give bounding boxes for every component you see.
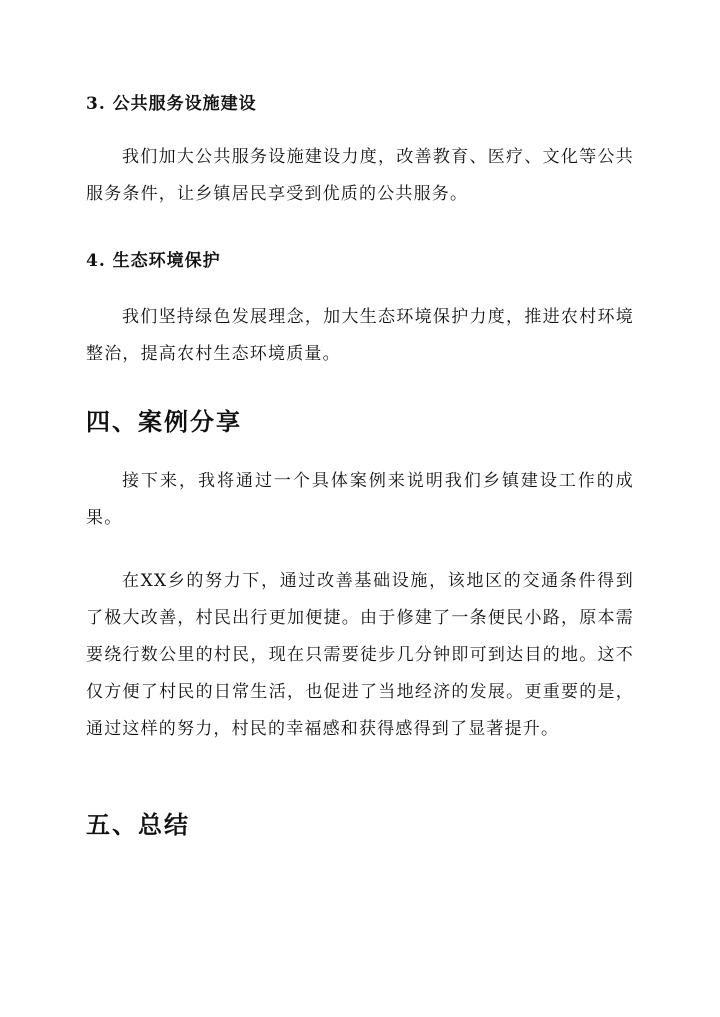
heading-case-study: 四、案例分享 [86,407,242,436]
heading-summary: 五、总结 [86,810,190,839]
heading-ecology: 4. 生态环境保护 [86,251,221,271]
paragraph-case-intro: 接下来，我将通过一个具体案例来说明我们乡镇建设工作的成果。 [86,471,634,528]
paragraph-public-services: 我们加大公共服务设施建设力度，改善教育、医疗、文化等公共服务条件，让乡镇居民享受到优质的公共服务。 [86,147,634,204]
paragraph-case-detail: 在XX乡的努力下，通过改善基础设施，该地区的交通条件得到了极大改善，村民出行更加便捷。由于修建了一条便民小路，原本需要绕行数公里的村民，现在只需要徒步几分钟即可到达目的地。这不仅方便了村民的日常生活，也促进了当地经济的发展。更重要的是，通过这样的努力，村民的幸福感和获得感得到了显著提升。 [86,571,634,739]
heading-public-services: 3. 公共服务设施建设 [86,94,257,114]
paragraph-ecology: 我们坚持绿色发展理念，加大生态环境保护力度，推进农村环境整治，提高农村生态环境质量。 [86,307,634,364]
